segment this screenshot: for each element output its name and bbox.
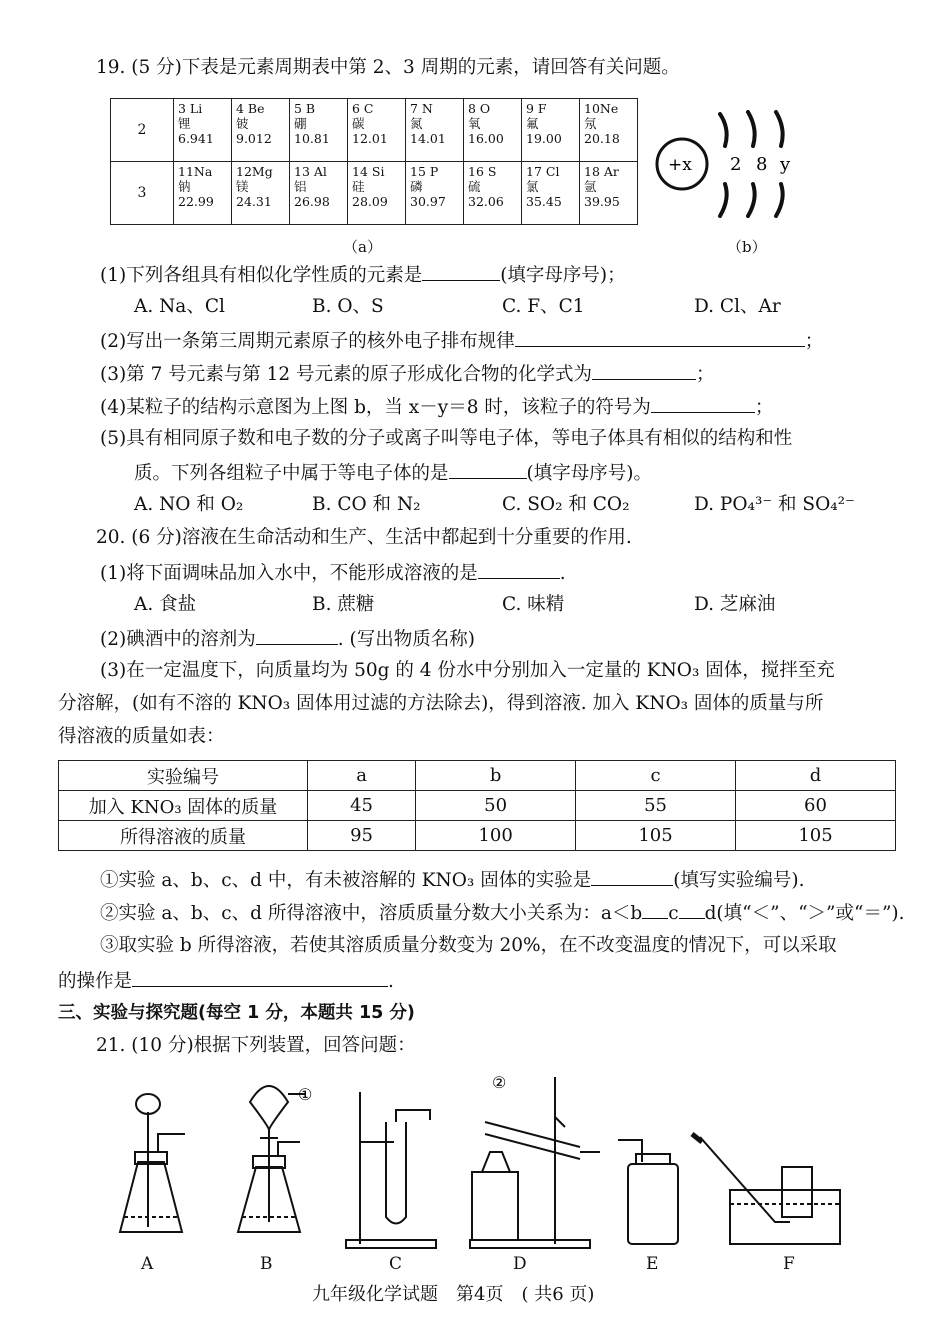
element-cell: 8 O 氧 16.00 bbox=[464, 99, 522, 162]
q20-s1: (1)将下面调味品加入水中，不能形成溶液的是 . bbox=[100, 560, 566, 586]
kno3-table bbox=[58, 760, 896, 851]
atom-structure-diagram bbox=[650, 104, 800, 224]
answer-blank[interactable] bbox=[591, 867, 673, 886]
shell-3-count: y bbox=[780, 154, 791, 175]
answer-blank[interactable] bbox=[132, 968, 388, 987]
label-marker-1: ① bbox=[298, 1085, 313, 1104]
element-cell: 18 Ar 氩 39.95 bbox=[580, 162, 638, 225]
element-cell: 5 B 硼 10.81 bbox=[290, 99, 348, 162]
shell-1-count: 2 bbox=[730, 154, 742, 175]
period-label: 2 bbox=[111, 99, 174, 162]
q20-c2: ②实验 a、b、c、d 所得溶液中，溶质质量分数大小关系为：a＜b c d(填“＜”、“＞”或“＝”). bbox=[100, 900, 905, 926]
answer-blank[interactable] bbox=[256, 626, 338, 645]
lab-apparatus-figure bbox=[110, 1072, 850, 1252]
q19-s2: (2)写出一条第三周期元素原子的核外电子排布规律 ； bbox=[100, 328, 823, 354]
answer-blank[interactable] bbox=[651, 394, 755, 413]
nucleus-label: +x bbox=[668, 155, 692, 175]
apparatus-label-a: A bbox=[141, 1254, 154, 1274]
q20-c3b: 的操作是 . bbox=[58, 968, 394, 994]
answer-blank[interactable] bbox=[449, 460, 527, 479]
element-cell: 13 Al 铝 26.98 bbox=[290, 162, 348, 225]
element-cell: 3 Li 锂 6.941 bbox=[174, 99, 232, 162]
element-cell: 10Ne 氖 20.18 bbox=[580, 99, 638, 162]
element-cell: 16 S 硫 32.06 bbox=[464, 162, 522, 225]
apparatus-d bbox=[470, 1077, 600, 1248]
q20-header: 20. (6 分)溶液在生命活动和生产、生活中都起到十分重要的作用. bbox=[96, 527, 632, 548]
apparatus-a bbox=[120, 1094, 185, 1232]
q20-s3a: (3)在一定温度下，向质量均为 50g 的 4 份水中分别加入一定量的 KNO₃ 固体，搅拌至充 bbox=[100, 660, 835, 681]
q20-s3b: 分溶解，(如有不溶的 KNO₃ 固体用过滤的方法除去)，得到溶液. 加入 KNO₃ 固体的质量与所 bbox=[58, 693, 824, 714]
element-cell: 7 N 氮 14.01 bbox=[406, 99, 464, 162]
apparatus-b bbox=[238, 1086, 306, 1232]
table-caption: （a） bbox=[343, 238, 382, 256]
q19-s4: (4)某粒子的结构示意图为上图 b，当 x－y＝8 时，该粒子的符号为 ； bbox=[100, 394, 773, 420]
q19-s5b: 质。下列各组粒子中属于等电子体的是 (填字母序号)。 bbox=[134, 460, 652, 486]
q19-s5a: (5)具有相同原子数和电子数的分子或离子叫等电子体，等电子体具有相似的结构和性 bbox=[100, 428, 793, 449]
answer-blank[interactable] bbox=[592, 361, 696, 380]
apparatus-e bbox=[618, 1140, 678, 1244]
answer-blank[interactable] bbox=[515, 328, 805, 347]
section-3-title: 三、实验与探究题(每空 1 分，本题共 15 分) bbox=[58, 1003, 415, 1023]
element-cell: 14 Si 硅 28.09 bbox=[348, 162, 406, 225]
answer-blank[interactable] bbox=[422, 262, 500, 281]
page-footer: 九年级化学试题 第4页 ( 共6 页) bbox=[312, 1284, 595, 1305]
element-cell: 6 C 碳 12.01 bbox=[348, 99, 406, 162]
periodic-table bbox=[110, 98, 638, 225]
answer-blank[interactable] bbox=[478, 560, 560, 579]
table-row: 实验编号 a b c d bbox=[59, 761, 896, 791]
element-cell: 11Na 钠 22.99 bbox=[174, 162, 232, 225]
apparatus-f bbox=[692, 1134, 840, 1244]
apparatus-label-b: B bbox=[260, 1254, 273, 1274]
element-cell: 4 Be 铍 9.012 bbox=[232, 99, 290, 162]
q20-s3c: 得溶液的质量如表： bbox=[58, 726, 225, 747]
q21-header: 21. (10 分)根据下列装置，回答问题： bbox=[96, 1035, 416, 1056]
apparatus-label-d: D bbox=[513, 1254, 527, 1274]
shell-2-count: 8 bbox=[756, 154, 768, 175]
apparatus-label-c: C bbox=[389, 1254, 403, 1274]
apparatus-label-e: E bbox=[646, 1254, 659, 1274]
q19-s1: (1)下列各组具有相似化学性质的元素是 (填字母序号)； bbox=[100, 262, 626, 288]
diagram-caption: （b） bbox=[727, 238, 767, 256]
element-cell: 17 Cl 氯 35.45 bbox=[522, 162, 580, 225]
answer-blank[interactable] bbox=[679, 900, 705, 919]
q19-s3: (3)第 7 号元素与第 12 号元素的原子形成化合物的化学式为 ； bbox=[100, 361, 715, 387]
apparatus-label-f: F bbox=[783, 1254, 795, 1274]
q20-c1: ①实验 a、b、c、d 中，有未被溶解的 KNO₃ 固体的实验是 (填写实验编号). bbox=[100, 867, 805, 893]
element-cell: 15 P 磷 30.97 bbox=[406, 162, 464, 225]
q19-header: 19. (5 分)下表是元素周期表中第 2、3 周期的元素，请回答有关问题。 bbox=[96, 57, 680, 78]
q20-c3a: ③取实验 b 所得溶液，若使其溶质质量分数变为 20%，在不改变温度的情况下，可以采取 bbox=[100, 935, 837, 956]
table-row: 所得溶液的质量 95 100 105 105 bbox=[59, 821, 896, 851]
table-row: 加入 KNO₃ 固体的质量 45 50 55 60 bbox=[59, 791, 896, 821]
answer-blank[interactable] bbox=[642, 900, 668, 919]
q20-s2: (2)碘酒中的溶剂为 . (写出物质名称) bbox=[100, 626, 475, 652]
label-marker-2: ② bbox=[492, 1073, 507, 1092]
table-row bbox=[111, 162, 638, 225]
period-label: 3 bbox=[111, 162, 174, 225]
table-row bbox=[111, 99, 638, 162]
element-cell: 9 F 氟 19.00 bbox=[522, 99, 580, 162]
element-cell: 12Mg 镁 24.31 bbox=[232, 162, 290, 225]
apparatus-c bbox=[346, 1092, 436, 1248]
